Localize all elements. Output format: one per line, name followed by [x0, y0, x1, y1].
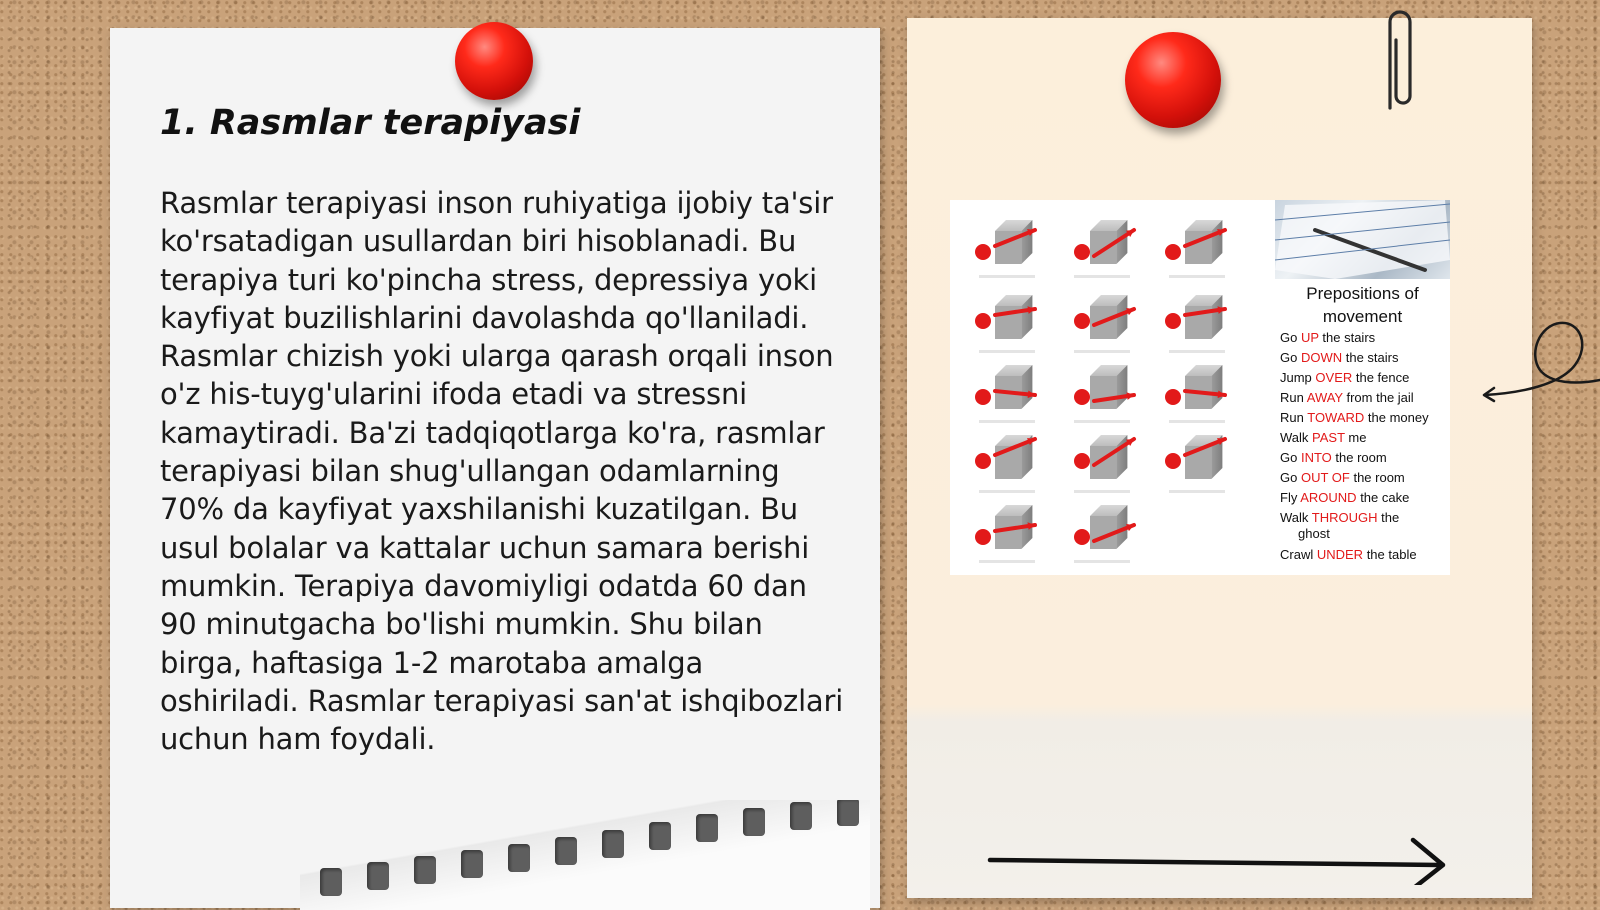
slide-title: 1. Rasmlar terapiyasi — [160, 103, 581, 143]
torn-notebook-edge — [300, 800, 870, 910]
caption-placeholder — [979, 275, 1035, 278]
caption-placeholder — [1169, 490, 1225, 493]
cube-illustration — [1090, 220, 1127, 264]
notebook-photo — [1275, 200, 1450, 279]
push-pin-icon — [1125, 32, 1221, 128]
spiral-hole — [508, 844, 530, 872]
caption-placeholder — [1169, 275, 1225, 278]
prepositions-list — [1280, 330, 1450, 567]
caption-placeholder — [1169, 350, 1225, 353]
ball-illustration — [1074, 389, 1090, 405]
spiral-hole — [790, 802, 812, 830]
prepositions-figure — [950, 200, 1450, 575]
spiral-hole — [837, 800, 859, 826]
cube-illustration — [1185, 295, 1222, 339]
spiral-hole — [320, 868, 342, 896]
ball-illustration — [975, 529, 991, 545]
slide-body-text: Rasmlar terapiyasi inson ruhiyatiga ijobiy ta'sir ko'rsatadigan usullardan biri hisoblanadi. Bu terapiya turi ko'pincha stress, depressiya yoki kayfiyat buzilishlarini davolashda qo'llaniladi. Rasmlar chizish yoki ularga qarash orqali inson o'z his-tuyg'ularini ifoda etadi va stressni kamaytiradi. Ba'zi tadqiqotlarga ko'ra, rasmlar terapiyasi bilan shug'ullangan odamlarning 70% da kayfiyat yaxshilanishi kuzatilgan. Bu usul bolalar va kattalar uchun samara berishi mumkin. Terapiya davomiyligi odatda 60 dan 90 minutgacha bo'lishi mumkin. Shu bilan birga, haftasiga 1-2 marotaba amalga oshiriladi. Rasmlar terapiyasi san'at ishqibozlari uchun ham foydali. — [160, 186, 844, 757]
ball-illustration — [1074, 529, 1090, 545]
spiral-hole — [555, 837, 577, 865]
list-item: Go OUT OF the room — [1280, 470, 1405, 485]
spiral-hole — [461, 850, 483, 878]
ball-illustration — [975, 389, 991, 405]
list-item: Jump OVER the fence — [1280, 370, 1410, 385]
ball-illustration — [1165, 244, 1181, 260]
right-arrow-icon — [985, 835, 1450, 885]
caption-placeholder — [1074, 275, 1130, 278]
paperclip-icon — [1380, 0, 1416, 120]
list-item: Fly AROUND the cake — [1280, 490, 1410, 505]
cube-illustration — [1185, 365, 1222, 409]
spiral-hole — [367, 862, 389, 890]
list-item: Go INTO the room — [1280, 450, 1387, 465]
caption-placeholder — [1074, 420, 1130, 423]
ball-illustration — [1165, 389, 1181, 405]
spiral-hole — [649, 822, 671, 850]
caption-placeholder — [979, 420, 1035, 423]
spiral-hole — [696, 814, 718, 842]
caption-placeholder — [1074, 490, 1130, 493]
caption-placeholder — [1074, 560, 1130, 563]
ball-illustration — [975, 313, 991, 329]
ball-illustration — [1165, 453, 1181, 469]
spiral-hole — [602, 830, 624, 858]
prepositions-diagram — [950, 200, 1250, 575]
caption-placeholder — [1074, 350, 1130, 353]
list-item: Go UP the stairs — [1280, 330, 1376, 345]
curved-arrow-icon — [1480, 305, 1600, 405]
ball-illustration — [975, 453, 991, 469]
list-item: Crawl UNDER the table — [1280, 547, 1417, 562]
list-item: Go DOWN the stairs — [1280, 350, 1399, 365]
caption-placeholder — [1169, 420, 1225, 423]
caption-placeholder — [979, 350, 1035, 353]
caption-placeholder — [979, 560, 1035, 563]
list-item: Walk PAST me — [1280, 430, 1367, 445]
list-item: Run AWAY from the jail — [1280, 390, 1414, 405]
push-pin-icon — [455, 22, 533, 100]
cube-illustration — [995, 365, 1032, 409]
ball-illustration — [1165, 313, 1181, 329]
cube-illustration — [995, 295, 1032, 339]
spiral-hole — [414, 856, 436, 884]
ball-illustration — [1074, 453, 1090, 469]
ball-illustration — [1074, 244, 1090, 260]
ball-illustration — [1074, 313, 1090, 329]
spiral-hole — [743, 808, 765, 836]
figure-heading: Prepositions of movement — [1306, 284, 1419, 326]
caption-placeholder — [979, 490, 1035, 493]
list-item: Run TOWARD the money — [1280, 410, 1429, 425]
ball-illustration — [975, 244, 991, 260]
list-item: Walk THROUGH the ghost — [1280, 510, 1400, 541]
